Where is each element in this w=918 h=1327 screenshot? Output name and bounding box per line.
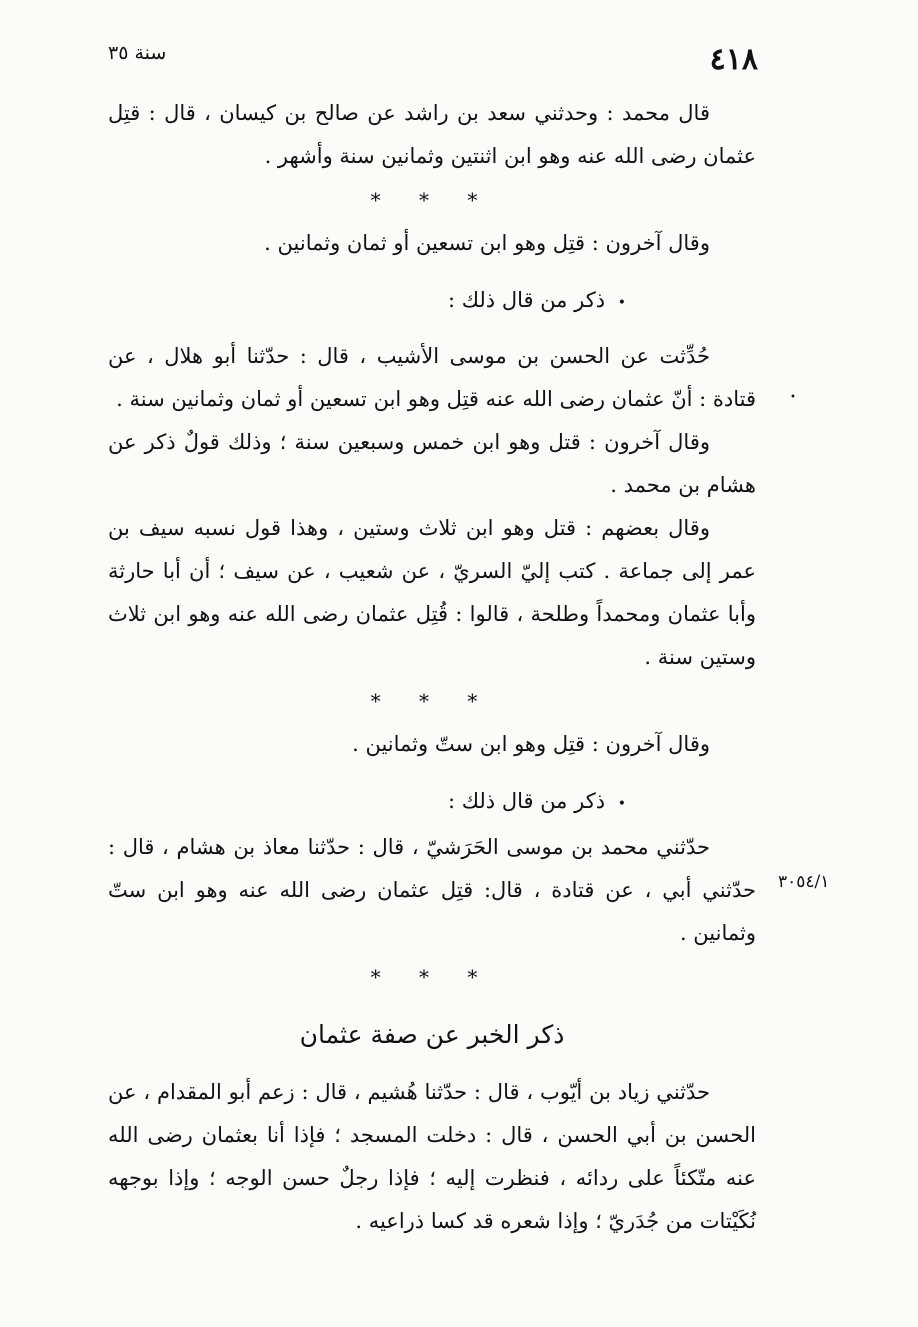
paragraph: وقال بعضهم : قتل وهو ابن ثلاث وستين ، وهذا قول نسبه سيف بن عمر إلى جماعة . كتب إليّ السريّ ، عن شعيب ، عن سيف ؛ أن أبا حارثة وأبا عثمان ومحمداً وطلحة ، قالوا : قُتِل عثمان رضى الله عنه وهو ابن ثلاث وستين سنة . [108, 516, 756, 669]
margin-reference: ٣٠٥٤/١ [778, 872, 830, 892]
paragraph: حُدِّثت عن الحسن بن موسى الأشيب ، قال : حدّثنا أبو هلال ، عن قتادة : أنّ عثمان رضى الله عنه قتِل وهو ابن تسعين أو ثمان وثمانين سنة . [108, 344, 756, 411]
page-body [108, 92, 756, 1243]
paragraph: حدّثني محمد بن موسى الحَرَشيّ ، قال : حدّثنا معاذ بن هشام ، قال : حدّثني أبي ، عن قتادة ، قال: قتِل عثمان رضى الله عنه وهو ابن ستّ وثمانين . [108, 835, 756, 945]
page-header [108, 38, 758, 78]
subheading [108, 780, 756, 826]
subheading-text: ذكر من قال ذلك : [447, 789, 606, 813]
bullet-mark: • [617, 295, 626, 311]
paragraph: وقال آخرون : قتل وهو ابن خمس وسبعين سنة ؛ وذلك قولٌ ذكر عن هشام بن محمد . [108, 430, 756, 497]
section-title: ذكر الخبر عن صفة عثمان [299, 1020, 565, 1049]
paragraph: حدّثني زياد بن أيّوب ، قال : حدّثنا هُشيم ، قال : زعم أبو المقدام ، عن الحسن بن أبي الحسن ، قال : دخلت المسجد ؛ فإذا أنا بعثمان رضى الله عنه متّكئاً على ردائه ، فنظرت إليه ؛ فإذا رجلٌ حسن الوجه ؛ وإذا بوجهه نُكَيْتات من جُدَريّ ؛ وإذا شعره قد كسا ذراعيه . [108, 1080, 756, 1233]
paragraph: وقال آخرون : قتِل وهو ابن تسعين أو ثمان وثمانين . [264, 231, 710, 255]
paragraph: قال محمد : وحدثني سعد بن راشد عن صالح بن كيسان ، قال : قتِل عثمان رضى الله عنه وهو ابن اثنتين وثمانين سنة وأشهر . [108, 101, 756, 168]
section-separator: * * * [370, 965, 494, 989]
margin-dot: • [790, 392, 796, 403]
subheading-text: ذكر من قال ذلك : [447, 288, 606, 312]
subheading [108, 279, 756, 325]
page-number: ٤١٨ [709, 42, 758, 77]
section-separator: * * * [370, 689, 494, 713]
paragraph: وقال آخرون : قتِل وهو ابن ستّ وثمانين . [352, 732, 710, 756]
running-head: سنة ٣٥ [108, 42, 167, 64]
section-separator: * * * [370, 188, 494, 212]
bullet-mark: • [617, 796, 626, 812]
